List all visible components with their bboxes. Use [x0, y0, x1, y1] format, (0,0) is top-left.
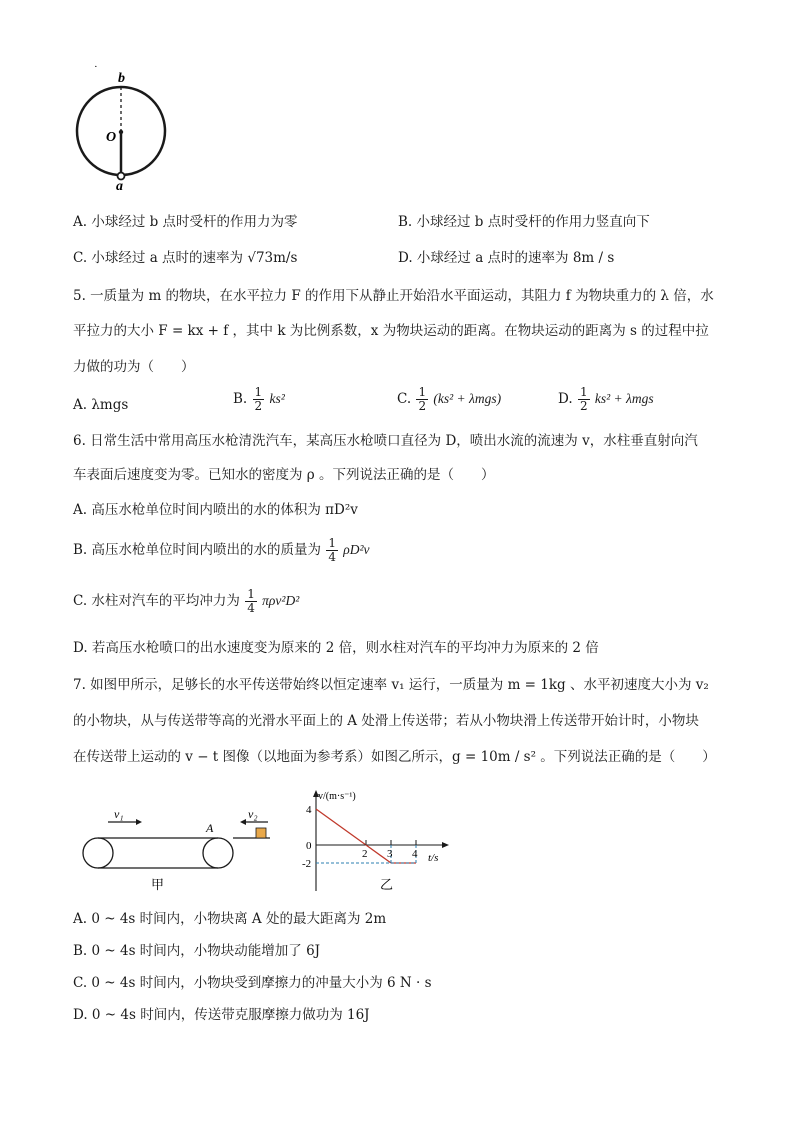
fraction-half: $\frac{1}{2}$ [579, 385, 588, 413]
label-O: O [106, 130, 117, 145]
label-a: a [116, 179, 123, 192]
vt-chart [296, 787, 456, 895]
q5-option-d-prefix: D. [558, 391, 573, 407]
center-point [119, 130, 123, 134]
q7-option-c[interactable]: C. 0 ~ 4s 时间内，小物块受到摩擦力的冲量大小为 6 N · s [73, 975, 432, 991]
series-segment [316, 809, 366, 845]
v2-arrowhead [240, 819, 246, 825]
q6-option-b-expr: ρD²v [343, 542, 370, 557]
fraction-half: $\frac{1}{2}$ [418, 385, 427, 413]
y-tick-label: 4 [306, 804, 312, 816]
q5-option-d[interactable] [558, 386, 654, 413]
caption-yi: 乙 [380, 878, 394, 893]
label-b: b [118, 71, 125, 86]
x-axis-arrowhead [442, 842, 449, 848]
fraction-half: $\frac{1}{2}$ [254, 385, 263, 413]
q5-option-b[interactable] [233, 386, 285, 413]
q7-option-b[interactable]: B. 0 ~ 4s 时间内，小物块动能增加了 6J [73, 943, 321, 959]
q7-line-3: 在传送带上运动的 v − t 图像（以地面为参考系）如图乙所示，g = 10m / s² 。下列说法正确的是（ ） [73, 749, 716, 765]
q5-option-b-expr: ks² [269, 391, 285, 406]
x-tick-label: 2 [362, 848, 368, 860]
q5-option-c-prefix: C. [397, 391, 412, 407]
fraction-quarter: $\frac{1}{4}$ [328, 536, 336, 564]
q6-option-c-prefix: C. 水柱对汽车的平均冲力为 [73, 593, 240, 609]
q4-option-d[interactable]: D. 小球经过 a 点时的速率为 8m / s [398, 250, 615, 266]
y-axis-label: v/(m·s⁻¹) [318, 791, 356, 802]
q5-option-c[interactable] [397, 386, 501, 413]
label-A: A [206, 821, 214, 835]
svg-text:·: · [94, 62, 98, 73]
q6-line-2: 车表面后速度变为零。已知水的密度为 ρ 。下列说法正确的是（ ） [73, 467, 495, 483]
q6-option-a[interactable]: A. 高压水枪单位时间内喷出的水的体积为 πD²v [73, 502, 358, 518]
label-v2: v₂ [248, 808, 258, 821]
circle-figure [70, 62, 170, 192]
x-tick-label: 3 [387, 848, 393, 860]
conveyor-belt-figure [78, 808, 278, 898]
v1-arrowhead [136, 819, 142, 825]
q6-line-1: 6. 日常生活中常用高压水枪清洗汽车，某高压水枪喷口直径为 D，喷出水流的流速为 v，水柱垂直射向汽 [73, 433, 698, 449]
q5-line-1: 5. 一质量为 m 的物块，在水平拉力 F 的作用下从静止开始沿水平面运动，其阻力 f 为物块重力的 λ 倍，水 [73, 288, 714, 304]
q7-line-1: 7. 如图甲所示，足够长的水平传送带始终以恒定速率 v₁ 运行，一质量为 m = 1kg 、水平初速度大小为 v₂ [73, 677, 709, 693]
x-axis-label: t/s [428, 852, 439, 864]
q6-option-b-prefix: B. 高压水枪单位时间内喷出的水的质量为 [73, 542, 322, 558]
fraction-quarter: $\frac{1}{4}$ [247, 587, 255, 615]
q4-option-a[interactable]: A. 小球经过 b 点时受杆的作用力为零 [73, 214, 298, 230]
q6-option-c[interactable] [73, 588, 299, 615]
q6-option-c-expr: πρv²D² [262, 593, 300, 608]
q5-option-c-expr: (ks² + λmgs) [433, 391, 502, 406]
y-tick-label: 0 [306, 840, 312, 852]
q5-line-2: 平拉力的大小 F = kx + f ，其中 k 为比例系数，x 为物块运动的距离。在物块运动的距离为 s 的过程中拉 [73, 323, 709, 339]
q5-line-3: 力做的功为（ ） [73, 359, 195, 375]
q7-option-a[interactable]: A. 0 ~ 4s 时间内，小物块离 A 处的最大距离为 2m [73, 911, 387, 927]
label-v1: v₁ [114, 808, 124, 821]
q6-option-b[interactable] [73, 537, 370, 564]
q6-option-d[interactable]: D. 若高压水枪喷口的出水速度变为原来的 2 倍，则水柱对汽车的平均冲力为原来的 2 倍 [73, 640, 599, 656]
block [256, 828, 266, 838]
q7-line-2: 的小物块，从与传送带等高的光滑水平面上的 A 处滑上传送带；若从小物块滑上传送带开始计时，小物块 [73, 713, 699, 729]
x-tick-label: 4 [412, 848, 418, 860]
q5-option-b-prefix: B. [233, 391, 248, 407]
q4-option-c[interactable]: C. 小球经过 a 点时的速率为 √73m/s [73, 250, 298, 266]
left-pulley [83, 838, 113, 868]
q5-option-d-expr: ks² + λmgs [594, 391, 654, 406]
q5-option-a[interactable]: A. λmgs [73, 397, 129, 413]
caption-jia: 甲 [151, 878, 165, 893]
q7-option-d[interactable]: D. 0 ~ 4s 时间内，传送带克服摩擦力做功为 16J [73, 1007, 370, 1023]
q4-option-b[interactable]: B. 小球经过 b 点时受杆的作用力竖直向下 [398, 214, 650, 230]
y-tick-label: -2 [302, 858, 312, 870]
right-pulley [203, 838, 233, 868]
